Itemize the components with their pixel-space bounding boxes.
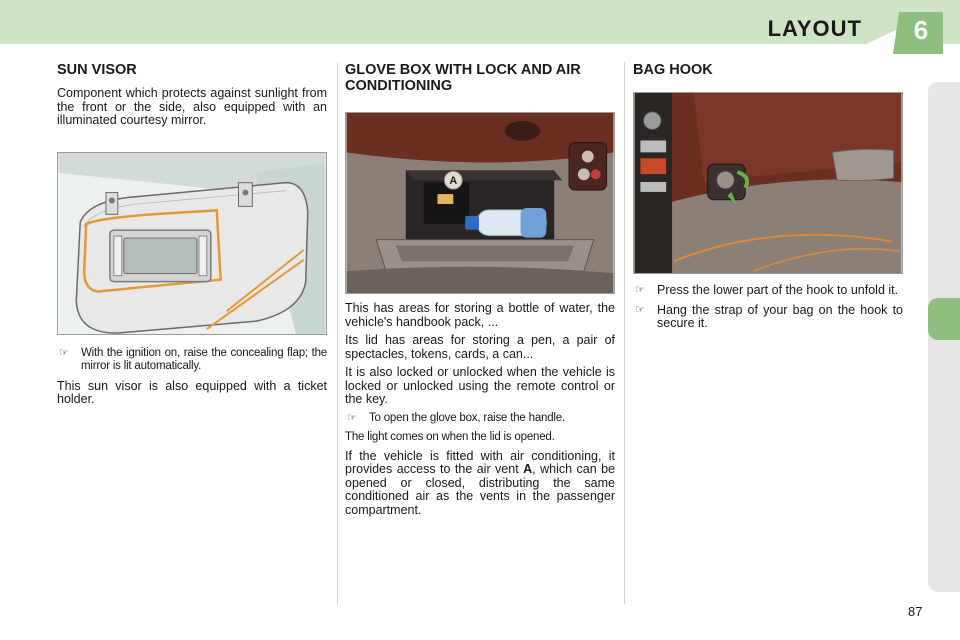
sun-visor-section xyxy=(57,62,327,412)
vent-reference: A xyxy=(523,462,533,476)
sun-visor-bullet xyxy=(57,347,327,374)
glove-box-heading: GLOVE BOX WITH LOCK AND AIR CONDITIONING xyxy=(345,62,581,94)
bag-hook-bullet-text: Press the lower part of the hook to unfold it. xyxy=(657,283,899,297)
bag-hook-bullet-1 xyxy=(633,284,903,298)
para5-end: , which can be opened or closed, distributing the same conditioned air as the vents in the passenger compartment. xyxy=(345,462,615,517)
glove-box-para3: It is also locked or unlocked when the vehicle is locked or unlocked using the remote control or the key. xyxy=(345,365,615,406)
bag-hook-section xyxy=(633,62,903,337)
chapter-number: 6 xyxy=(913,15,929,45)
sun-visor-figure xyxy=(57,152,327,335)
glove-box-bullet xyxy=(345,412,615,426)
glove-box-para2: Its lid has areas for storing a pen, a pair of spectacles, tokens, cards, a can... xyxy=(345,333,615,361)
sun-visor-intro: Component which protects against sunlight from the front or the side, also equipped with an illuminated courtesy mirror. xyxy=(57,86,327,127)
column-divider xyxy=(337,62,338,604)
vent-label-a: A xyxy=(449,175,458,188)
sun-visor-bullet-text: With the ignition on, raise the concealing flap; the mirror is lit automatically. xyxy=(81,346,327,372)
pointing-hand-icon: ☞ xyxy=(635,303,645,316)
glove-box-para1: This has areas for storing a bottle of water, the vehicle's handbook pack, ... xyxy=(345,301,615,329)
bag-hook-figure xyxy=(633,92,903,274)
column-divider xyxy=(624,62,625,604)
glove-box-section xyxy=(345,62,615,522)
glove-box-figure xyxy=(345,112,615,294)
pointing-hand-icon: ☞ xyxy=(347,411,357,424)
sun-visor-heading: SUN VISOR xyxy=(57,62,137,78)
bag-hook-heading: BAG HOOK xyxy=(633,62,713,78)
chapter-title: LAYOUT xyxy=(767,16,862,41)
side-index-tab xyxy=(928,298,960,340)
sun-visor-note: This sun visor is also equipped with a ticket holder. xyxy=(57,378,327,406)
pointing-hand-icon: ☞ xyxy=(59,346,69,359)
glove-box-para4: The light comes on when the lid is opened. xyxy=(345,431,555,443)
bag-hook-bullet-text: Hang the strap of your bag on the hook to secure it. xyxy=(657,302,903,330)
para5-start: If the vehicle is fitted with air conditioning, it provides access to the air vent xyxy=(345,448,615,476)
pointing-hand-icon: ☞ xyxy=(635,284,645,296)
bag-hook-bullet-2 xyxy=(633,304,903,331)
page-number: 87 xyxy=(908,604,923,619)
glove-box-bullet-text: To open the glove box, raise the handle. xyxy=(369,411,565,424)
glove-box-para5 xyxy=(345,450,615,518)
